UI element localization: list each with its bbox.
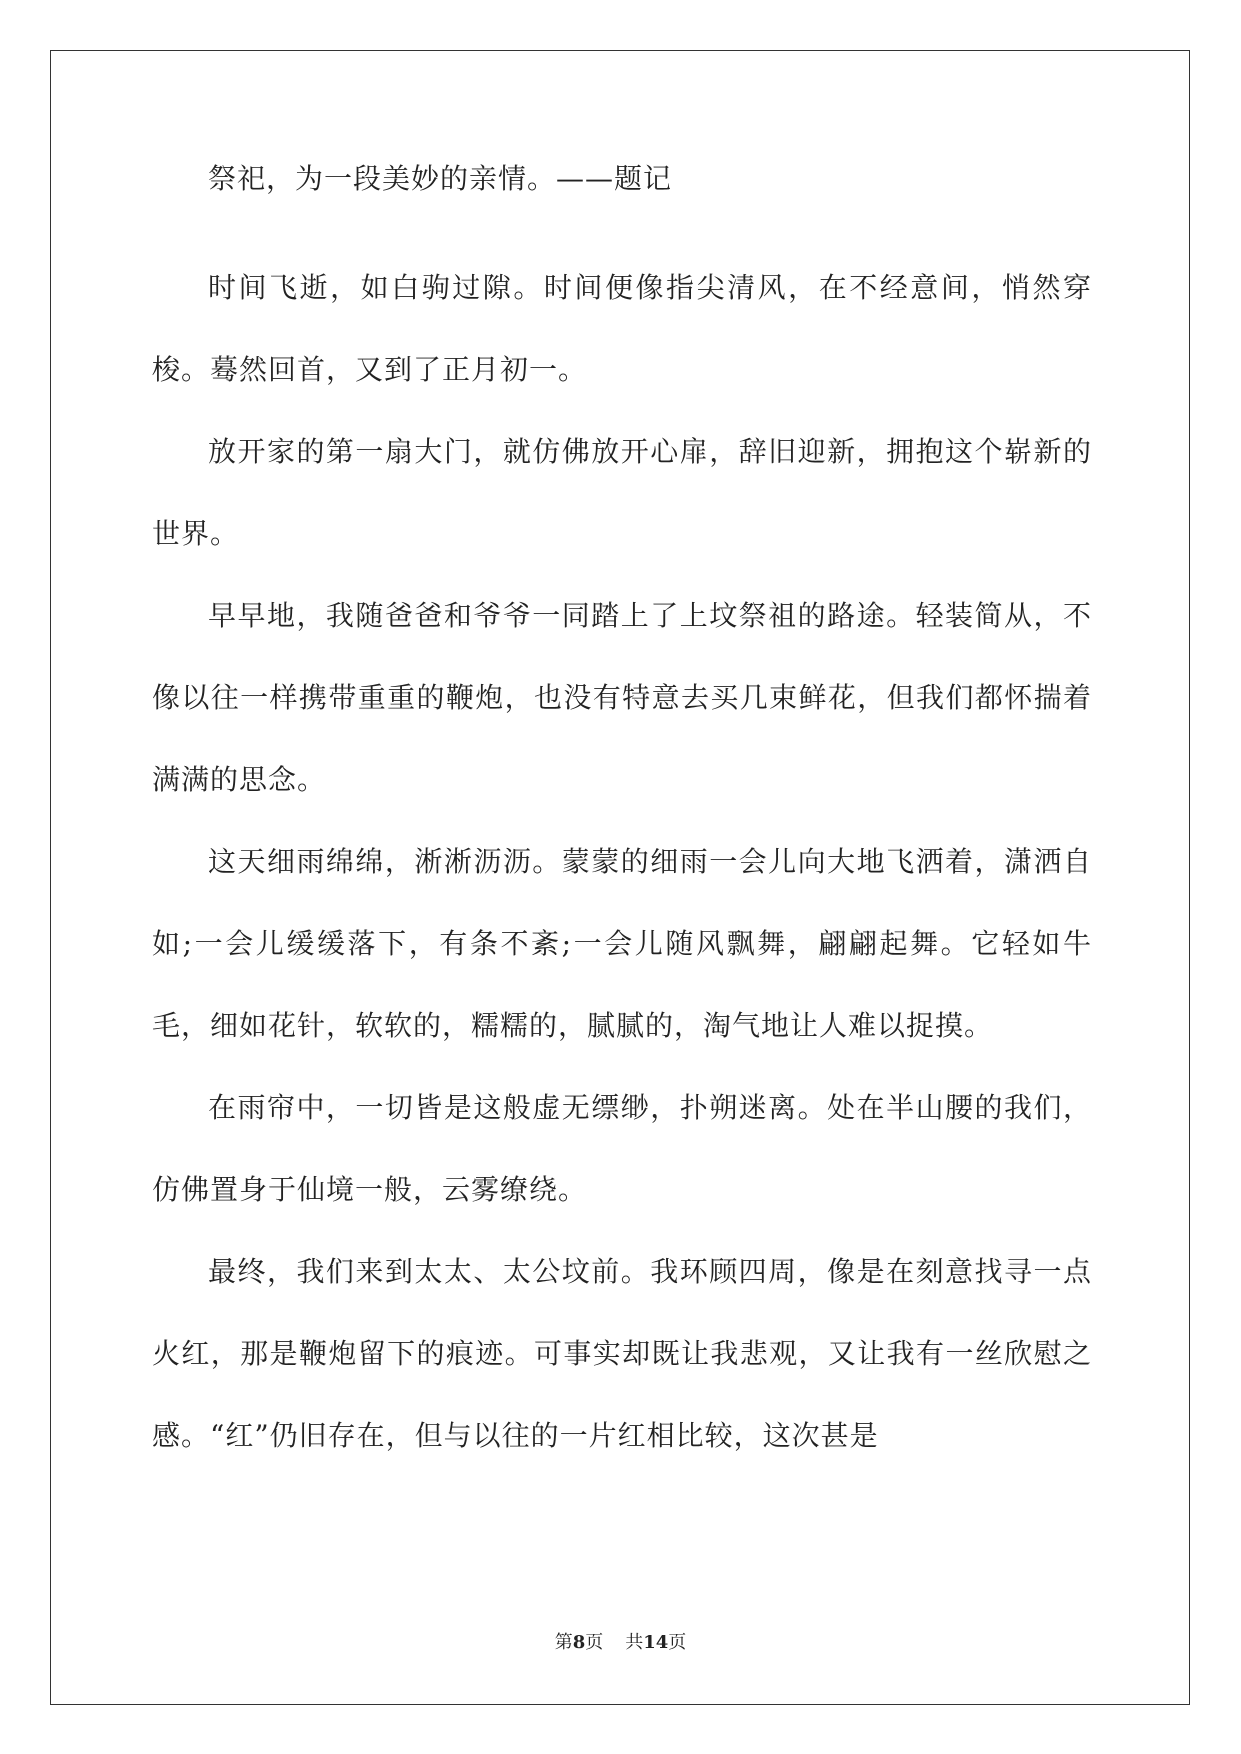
total-prefix: 共 [625,1632,644,1653]
paragraph: 这天细雨绵绵，淅淅沥沥。蒙蒙的细雨一会儿向大地飞洒着，潇洒自如;一会儿缓缓落下，有条不紊;一会儿随风飘舞，翩翩起舞。它轻如牛毛，细如花针，软软的，糯糯的，腻腻的，淘气地让人难以捉摸。 [152,845,1092,1042]
paragraph: 时间飞逝，如白驹过隙。时间便像指尖清风，在不经意间，悄然穿梭。蓦然回首，又到了正月初一。 [152,271,1092,386]
paragraph: 在雨帘中，一切皆是这般虚无缥缈，扑朔迷离。处在半山腰的我们，仿佛置身于仙境一般，云雾缭绕。 [152,1091,1092,1206]
paragraph: 最终，我们来到太太、太公坟前。我环顾四周，像是在刻意找寻一点火红，那是鞭炮留下的痕迹。可事实却既让我悲观，又让我有一丝欣慰之感。“红”仍旧存在，但与以往的一片红相比较，这次甚是 [152,1255,1092,1452]
page-number: 8 [572,1632,586,1653]
page-suffix: 页 [585,1632,604,1653]
page-prefix: 第 [554,1632,573,1653]
epigraph: 祭祀，为一段美妙的亲情。——题记 [208,162,673,195]
page-footer [0,1628,1241,1654]
document-body [152,162,1092,1477]
total-pages: 14 [643,1632,669,1653]
paragraph: 早早地，我随爸爸和爷爷一同踏上了上坟祭祖的路途。轻装简从，不像以往一样携带重重的鞭炮，也没有特意去买几束鲜花，但我们都怀揣着满满的思念。 [152,599,1092,796]
paragraph: 放开家的第一扇大门，就仿佛放开心扉，辞旧迎新，拥抱这个崭新的世界。 [152,435,1092,550]
total-suffix: 页 [668,1632,687,1653]
